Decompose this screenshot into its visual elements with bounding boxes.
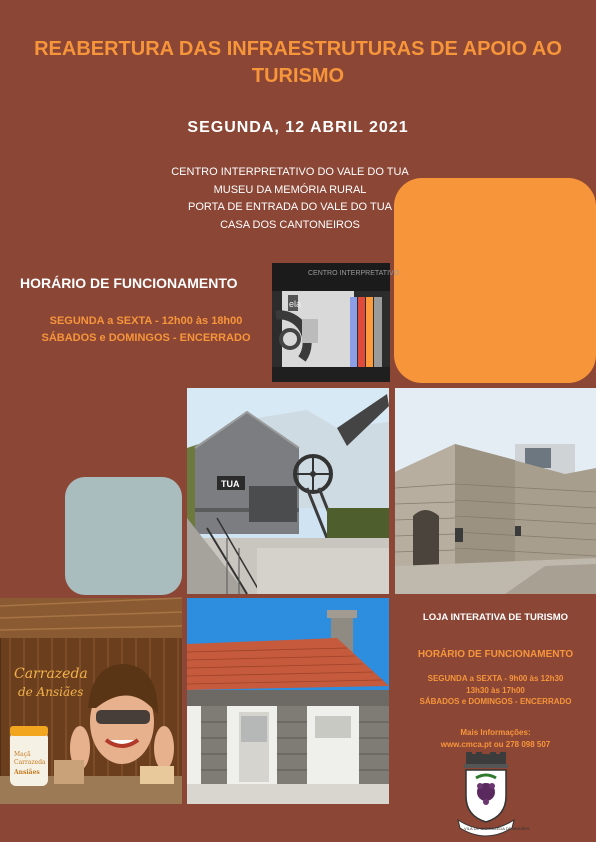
place-item: CENTRO INTERPRETATIVO DO VALE DO TUA [171,166,409,178]
crest-ribbon-text: VILA DE CARRAZEDA DE ANSIÃES [464,826,530,831]
loja-hours-title: HORÁRIO DE FUNCIONAMENTO [417,649,574,660]
house-photo [187,598,389,804]
event-date: SEGUNDA, 12 ABRIL 2021 [187,119,409,136]
interior-photo [272,263,400,382]
place-item: CASA DOS CANTONEIROS [220,218,360,231]
interior-sign-text: CENTRO INTERPRETATIVO [308,270,400,277]
shop-photo [0,598,182,804]
tua-sign-text: TUA [221,479,240,489]
product-label-3: Ansiães [14,769,40,776]
coat-of-arms-icon [452,752,530,836]
product-label-2: Carrazeda [14,759,46,766]
more-info [395,727,596,751]
loja-hours [395,673,596,708]
place-item: PORTA DE ENTRADA DO VALE DO TUA [188,201,392,213]
loja-hours-line: 13h30 às 17h00 [466,685,525,695]
tua-building-photo [187,388,389,594]
stone-building-photo [395,388,596,594]
loja-hours-line: SEGUNDA a SEXTA - 9h00 às 12h30 [427,674,564,683]
product-label-1: Maçã [14,751,31,758]
grey-decorative-block [65,477,182,595]
hours-title: HORÁRIO DE FUNCIONAMENTO [20,275,238,291]
more-info-label: Mais Informações: [460,728,531,737]
svg-text:ela: ela [289,299,302,309]
place-item: MUSEU DA MEMÓRIA RURAL [213,183,367,196]
shop-sign-line-1: Carrazeda [14,666,88,682]
hours-schedule [26,313,266,347]
poster-title: REABERTURA DAS INFRAESTRUTURAS DE APOIO AO TURISMO [34,38,562,87]
contact-link[interactable]: www.cmca.pt ou 278 098 507 [440,740,551,749]
loja-title: LOJA INTERATIVA DE TURISMO [422,612,569,623]
shop-sign-line-2: de Ansiães [18,685,84,699]
loja-hours-line: SÁBADOS e DOMINGOS - ENCERRADO [419,697,572,706]
hours-weekend: SÁBADOS e DOMINGOS - ENCERRADO [41,332,251,344]
orange-decorative-block [394,178,596,383]
hours-weekdays: SEGUNDA a SEXTA - 12h00 às 18h00 [49,315,243,327]
